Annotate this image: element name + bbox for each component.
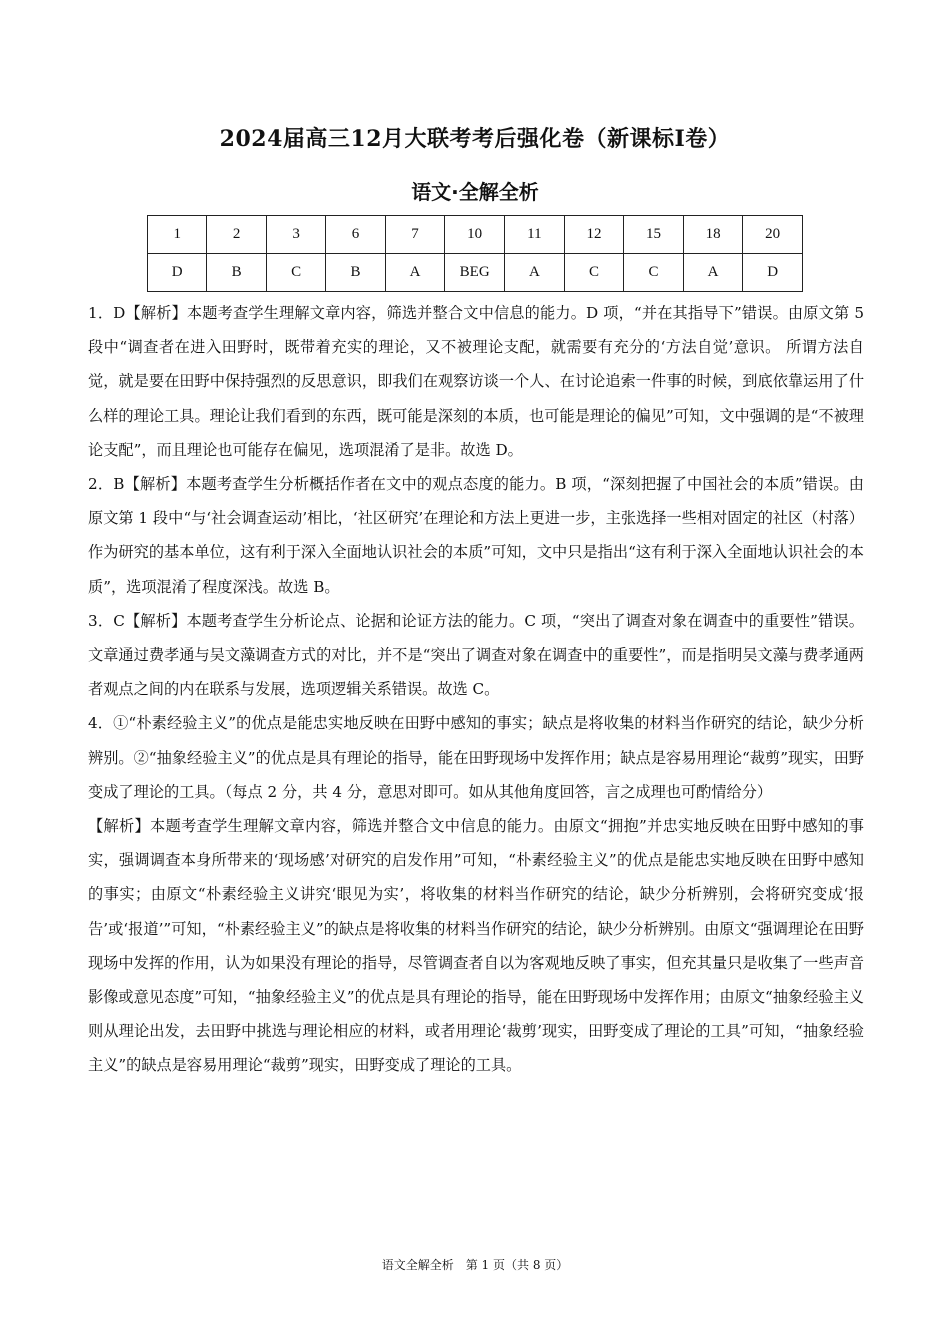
- analysis-paragraph-q3: 3．C【解析】本题考查学生分析论点、论据和论证方法的能力。C 项，“突出了调查对象在调查中的重要性”错误。文章通过费孝通与吴文藻调查方式的对比，并不是“突出了调查对象在调查中的重要性”，而是指明吴文藻与费孝通两者观点之间的内在联系与发展，选项逻辑关系错误。故选 C。: [88, 611, 864, 699]
- answer-key-table: [147, 215, 803, 292]
- question-number: 2: [207, 216, 266, 254]
- question-number: 12: [564, 216, 624, 254]
- analysis-content: [88, 296, 864, 1083]
- question-number: 7: [385, 216, 444, 254]
- question-number: 1: [148, 216, 207, 254]
- answer-cell: A: [505, 254, 565, 292]
- document-title: 2024届高三12月大联考考后强化卷（新课标I卷）: [219, 126, 731, 152]
- answer-cell: BEG: [445, 254, 505, 292]
- question-number: 15: [624, 216, 684, 254]
- answer-cell: B: [207, 254, 266, 292]
- answer-cell: D: [148, 254, 207, 292]
- question-number: 11: [505, 216, 565, 254]
- analysis-paragraph-q2: 2．B【解析】本题考查学生分析概括作者在文中的观点态度的能力。B 项，“深刻把握了中国社会的本质”错误。由原文第 1 段中“与‘社会调查运动’相比，‘社区研究’在理论和方法上更进一步，主张选择一些相对固定的社区（村落）作为研究的基本单位，这有利于深入全面地认识社会的本质”可知，文中只是指出“这有利于深入全面地认识社会的本质”，选项混淆了程度深浅。故选 B。: [88, 475, 864, 596]
- analysis-paragraph-q4-answer: 4．①“朴素经验主义”的优点是能忠实地反映在田野中感知的事实；缺点是将收集的材料当作研究的结论，缺少分析辨别。②“抽象经验主义”的优点是具有理论的指导，能在田野现场中发挥作用；缺点是容易用理论“裁剪”现实，田野变成了理论的工具。（每点 2 分，共 4 分，意思对即可。如从其他角度回答，言之成理也可酌情给分）: [88, 714, 864, 801]
- question-number: 20: [743, 216, 803, 254]
- question-number: 6: [326, 216, 385, 254]
- answer-cell: C: [624, 254, 684, 292]
- answer-cell: A: [385, 254, 444, 292]
- question-number: 10: [445, 216, 505, 254]
- analysis-paragraph-q1: 1．D【解析】本题考查学生理解文章内容，筛选并整合文中信息的能力。D 项，“并在其指导下”错误。由原文第 5 段中“调查者在进入田野时，既带着充实的理论，又不被理论支配，就需要有充分的‘方法自觉’意识。 所谓方法自觉，就是要在田野中保持强烈的反思意识，即我们在观察访谈一个人、在讨论追索一件事的时候，到底依靠运用了什么样的理论工具。理论让我们看到的东西，既可能是深刻的本质，也可能是理论的偏见”可知，文中强调的是“不被理论支配”，而且理论也可能存在偏见，选项混淆了是非。故选 D。: [88, 304, 864, 459]
- answer-cell: A: [683, 254, 743, 292]
- answer-cell: C: [564, 254, 624, 292]
- question-number: 18: [683, 216, 743, 254]
- question-number: 3: [266, 216, 325, 254]
- answer-cell: D: [743, 254, 803, 292]
- answer-table-number-row: [148, 216, 803, 254]
- document-subtitle: 语文·全解全析: [411, 180, 539, 204]
- answer-cell: C: [266, 254, 325, 292]
- answer-cell: B: [326, 254, 385, 292]
- page-footer: 语文全解全析 第 1 页（共 8 页）: [381, 1258, 569, 1272]
- analysis-paragraph-q4-explanation: 【解析】本题考查学生理解文章内容，筛选并整合文中信息的能力。由原文“拥抱”并忠实地反映在田野中感知的事实，强调调查本身所带来的‘现场感’对研究的启发作用”可知，“朴素经验主义”的优点是能忠实地反映在田野中感知的事实；由原文“朴素经验主义讲究‘眼见为实’，将收集的材料当作研究的结论，缺少分析辨别，会将研究变成‘报告’或‘报道’”可知，“朴素经验主义”的缺点是将收集的材料当作研究的结论，缺少分析辨别。由原文“强调理论在田野现场中发挥的作用，认为如果没有理论的指导，尽管调查者自以为客观地反映了事实，但充其量只是收集了一些声音影像或意见态度”可知，“抽象经验主义”的优点是具有理论的指导，能在田野现场中发挥作用；由原文“抽象经验主义则从理论出发，去田野中挑选与理论相应的材料，或者用理论‘裁剪’现实，田野变成了理论的工具”可知，“抽象经验主义”的缺点是容易用理论“裁剪”现实，田野变成了理论的工具。: [88, 817, 864, 1075]
- answer-table-answer-row: [148, 254, 803, 292]
